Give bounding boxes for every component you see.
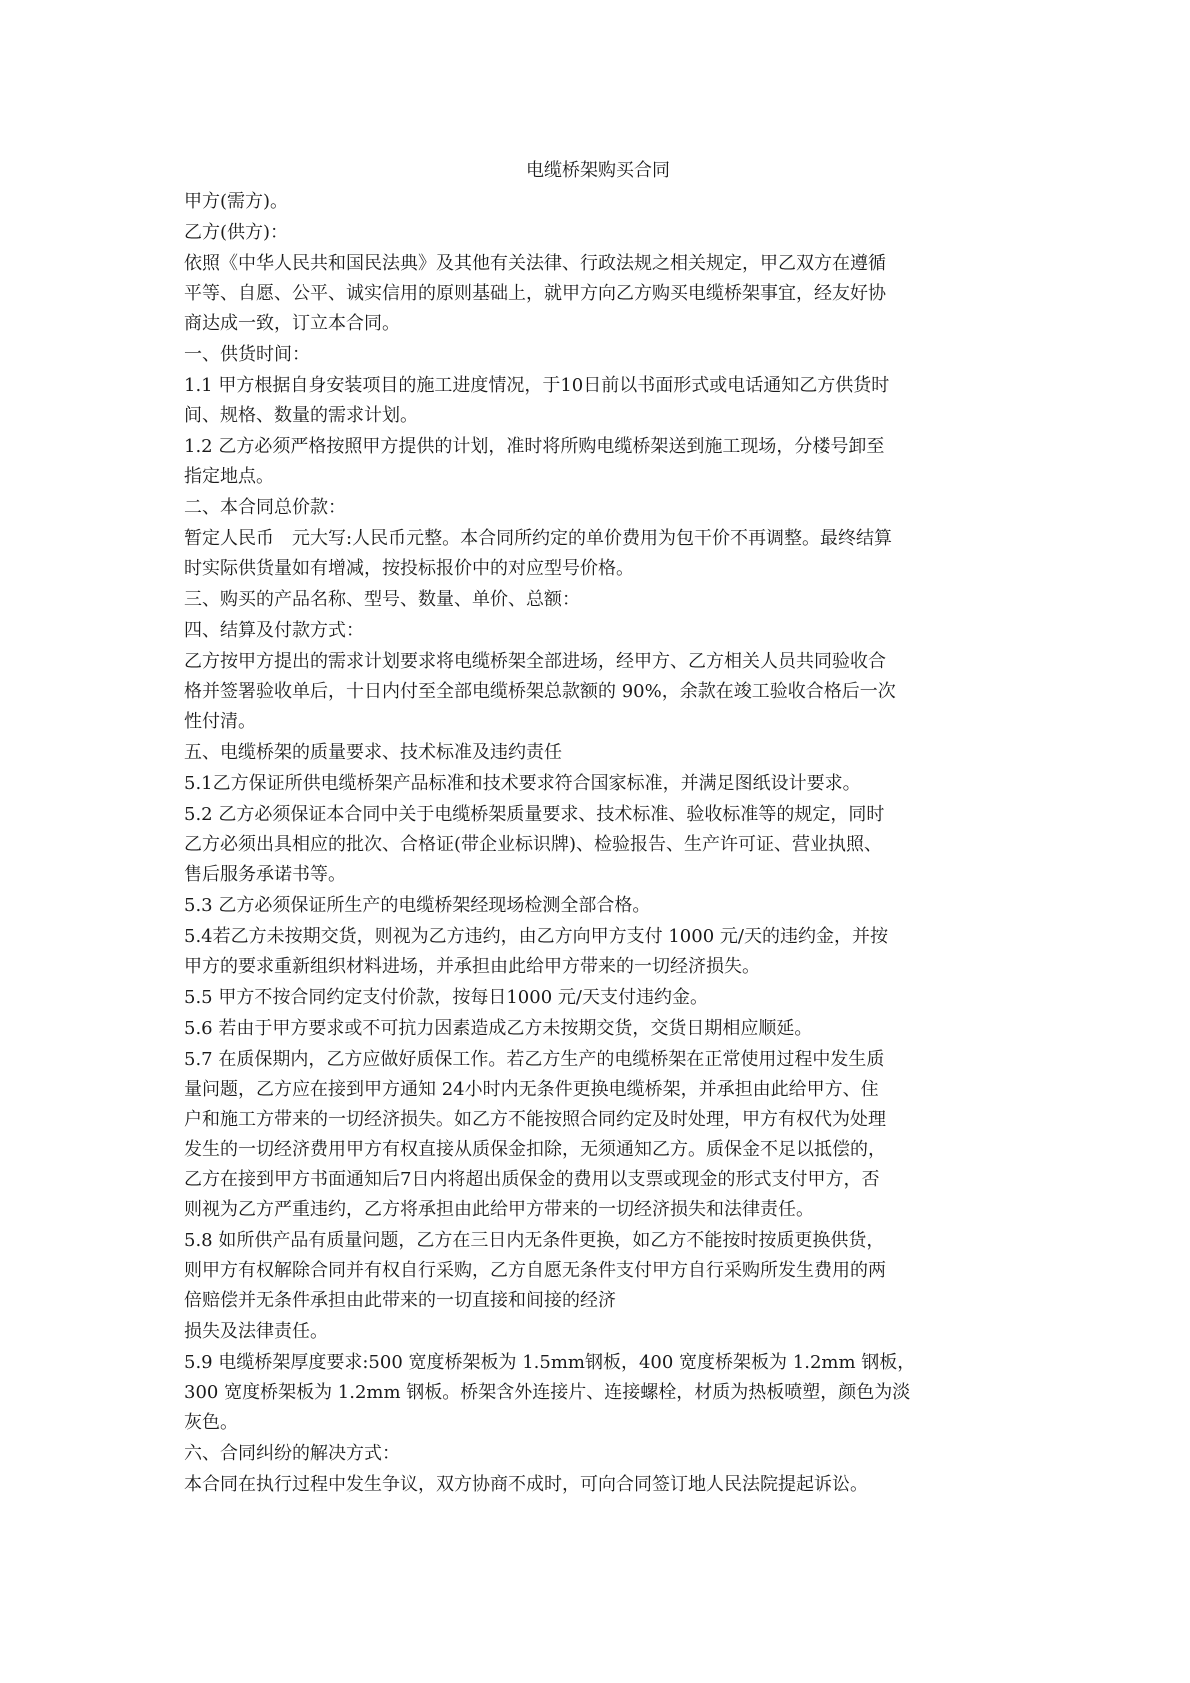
paragraph [184, 187, 1012, 217]
text-line: 1.2 乙方必须严格按照甲方提供的计划，准时将所购电缆桥架送到施工现场，分楼号卸至 [184, 436, 885, 457]
text-line: 三、购买的产品名称、型号、数量、单价、总额： [184, 589, 580, 610]
text-line: 则甲方有权解除合同并有权自行采购，乙方自愿无条件支付甲方自行采购所发生费用的两 [184, 1260, 886, 1281]
paragraph [184, 1470, 1012, 1500]
paragraph [184, 585, 1012, 615]
paragraph [184, 249, 1012, 339]
paragraph [184, 1226, 1012, 1316]
text-line: 指定地点。 [184, 466, 274, 487]
text-line: 5.7 在质保期内，乙方应做好质保工作。若乙方生产的电缆桥架在正常使用过程中发生质 [184, 1049, 885, 1070]
paragraph [184, 769, 1012, 799]
paragraph [184, 371, 1012, 431]
text-line: 本合同在执行过程中发生争议，双方协商不成时，可向合同签订地人民法院提起诉讼。 [184, 1474, 868, 1495]
text-line: 损失及法律责任。 [184, 1321, 328, 1342]
paragraph [184, 340, 1012, 370]
text-line: 倍赔偿并无条件承担由此带来的一切直接和间接的经济 [184, 1290, 616, 1311]
text-line: 性付清。 [184, 711, 256, 732]
paragraph [184, 616, 1012, 646]
text-line: 时实际供货量如有增减，按投标报价中的对应型号价格。 [184, 558, 634, 579]
paragraph [184, 800, 1012, 890]
paragraph [184, 983, 1012, 1013]
paragraph [184, 524, 1012, 584]
text-line: 乙方按甲方提出的需求计划要求将电缆桥架全部进场，经甲方、乙方相关人员共同验收合 [184, 651, 886, 672]
text-line: 乙方必须出具相应的批次、合格证(带企业标识牌)、检验报告、生产许可证、营业执照、 [184, 834, 883, 855]
text-line: 六、合同纠纷的解决方式： [184, 1443, 400, 1464]
text-line: 间、规格、数量的需求计划。 [184, 405, 418, 426]
text-line: 5.8 如所供产品有质量问题，乙方在三日内无条件更换，如乙方不能按时按质更换供货， [184, 1230, 885, 1251]
text-line: 5.9 电缆桥架厚度要求:500 宽度桥架板为 1.5mm钢板，400 宽度桥架板为 1.2mm 钢板， [184, 1352, 916, 1373]
paragraph [184, 1348, 1012, 1438]
paragraph [184, 891, 1012, 921]
text-line: 5.2 乙方必须保证本合同中关于电缆桥架质量要求、技术标准、验收标准等的规定，同时 [184, 804, 885, 825]
text-line: 5.1乙方保证所供电缆桥架产品标准和技术要求符合国家标准，并满足图纸设计要求。 [184, 773, 861, 794]
text-line: 依照《中华人民共和国民法典》及其他有关法律、行政法规之相关规定，甲乙双方在遵循 [184, 253, 886, 274]
text-line: 四、结算及付款方式： [184, 620, 364, 641]
text-line: 平等、自愿、公平、诚实信用的原则基础上，就甲方向乙方购买电缆桥架事宜，经友好协 [184, 283, 886, 304]
text-line: 1.1 甲方根据自身安装项目的施工进度情况，于10日前以书面形式或电话通知乙方供货时 [184, 375, 890, 396]
text-line: 300 宽度桥架板为 1.2mm 钢板。桥架含外连接片、连接螺栓，材质为热板喷塑，颜色为淡 [184, 1382, 911, 1403]
text-line: 五、电缆桥架的质量要求、技术标准及违约责任 [184, 742, 562, 763]
text-line: 5.5 甲方不按合同约定支付价款，按每日1000 元/天支付违约金。 [184, 987, 708, 1008]
paragraph [184, 218, 1012, 248]
paragraph [184, 1317, 1012, 1347]
text-line: 二、本合同总价款： [184, 497, 346, 518]
text-line: 乙方在接到甲方书面通知后7日内将超出质保金的费用以支票或现金的形式支付甲方，否 [184, 1169, 880, 1190]
text-line: 5.6 若由于甲方要求或不可抗力因素造成乙方未按期交货，交货日期相应顺延。 [184, 1018, 813, 1039]
paragraph [184, 647, 1012, 737]
text-line: 甲方(需方)。 [184, 191, 289, 212]
text-line: 量问题，乙方应在接到甲方通知 24小时内无条件更换电缆桥架，并承担由此给甲方、住 [184, 1079, 879, 1100]
page-title: 电缆桥架购买合同 [526, 160, 670, 181]
paragraph [184, 738, 1012, 768]
text-line: 售后服务承诺书等。 [184, 864, 346, 885]
text-line: 格并签署验收单后，十日内付至全部电缆桥架总款额的 90%，余款在竣工验收合格后一次 [184, 681, 896, 702]
text-line: 户和施工方带来的一切经济损失。如乙方不能按照合同约定及时处理，甲方有权代为处理 [184, 1109, 886, 1130]
text-line: 5.3 乙方必须保证所生产的电缆桥架经现场检测全部合格。 [184, 895, 651, 916]
text-line: 乙方(供方)： [184, 222, 289, 243]
text-line: 则视为乙方严重违约，乙方将承担由此给甲方带来的一切经济损失和法律责任。 [184, 1199, 814, 1220]
text-line: 甲方的要求重新组织材料进场，并承担由此给甲方带来的一切经济损失。 [184, 956, 760, 977]
paragraph [184, 1014, 1012, 1044]
text-line: 暂定人民币 元大写:人民币元整。本合同所约定的单价费用为包干价不再调整。最终结算 [184, 528, 893, 549]
paragraph-list [184, 187, 1012, 1500]
paragraph [184, 493, 1012, 523]
text-line: 一、供货时间： [184, 344, 310, 365]
contract-body [184, 156, 1012, 1501]
paragraph [184, 432, 1012, 492]
text-line: 发生的一切经济费用甲方有权直接从质保金扣除，无须通知乙方。质保金不足以抵偿的， [184, 1139, 886, 1160]
text-line: 灰色。 [184, 1412, 238, 1433]
text-line: 商达成一致，订立本合同。 [184, 313, 400, 334]
paragraph [184, 922, 1012, 982]
text-line: 5.4若乙方未按期交货，则视为乙方违约，由乙方向甲方支付 1000 元/天的违约金，并按 [184, 926, 888, 947]
paragraph [184, 1439, 1012, 1469]
paragraph [184, 1045, 1012, 1225]
